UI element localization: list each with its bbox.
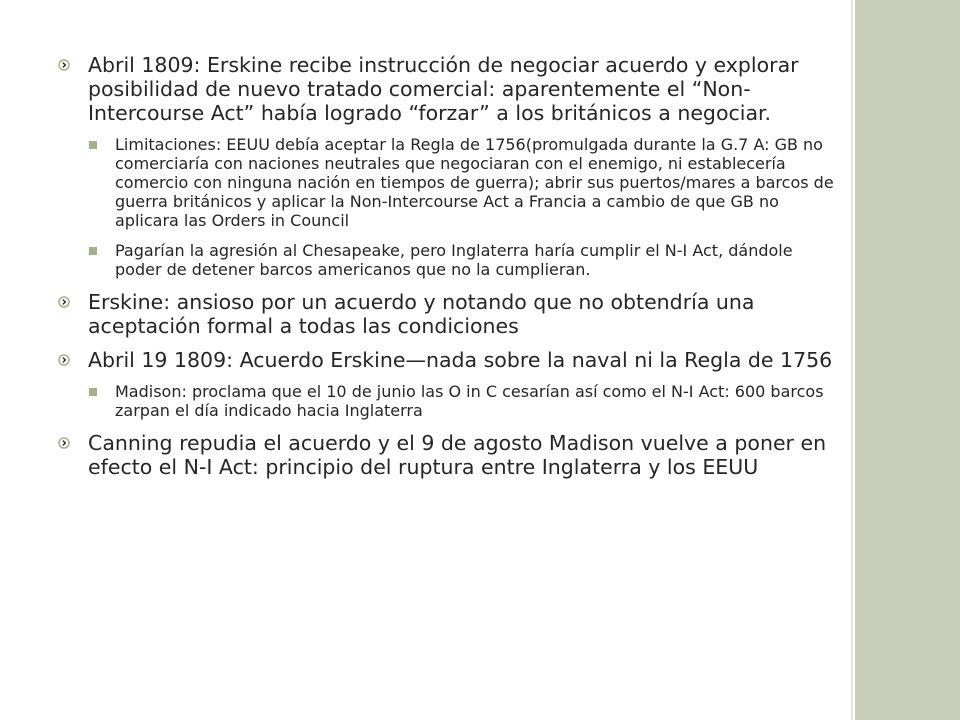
circle-arrow-bullet-icon <box>58 437 70 449</box>
bullet-text: Abril 19 1809: Acuerdo Erskine—nada sobre la naval ni la Regla de 1756 <box>88 348 833 372</box>
sub-bullet-item <box>58 382 838 420</box>
sub-bullet-text: Madison: proclama que el 10 de junio las O in C cesarían así como el N-I Act: 600 barcos zarpan el día indicado hacia Inglaterra <box>115 382 824 420</box>
bullet-text: Erskine: ansioso por un acuerdo y notando que no obtendría una aceptación formal a todas las condiciones <box>88 290 755 338</box>
bullet-text: Canning repudia el acuerdo y el 9 de agosto Madison vuelve a poner en efecto el N-I Act: principio del ruptura entre Inglaterra y los EEUU <box>88 431 827 479</box>
sub-list <box>58 382 838 420</box>
sub-bullet-item <box>58 241 838 279</box>
circle-arrow-bullet-icon <box>58 354 70 366</box>
sidebar-divider <box>851 0 853 720</box>
circle-arrow-bullet-icon <box>58 296 70 308</box>
slide-content <box>58 53 838 489</box>
bullet-item-3 <box>58 348 838 372</box>
square-bullet-icon <box>89 388 97 396</box>
bullet-item-1 <box>58 53 838 125</box>
bullet-item-4 <box>58 431 838 479</box>
decorative-sidebar <box>855 0 960 720</box>
square-bullet-icon <box>89 247 97 255</box>
circle-arrow-bullet-icon <box>58 59 70 71</box>
square-bullet-icon <box>89 141 97 149</box>
bullet-item-2 <box>58 290 838 338</box>
sub-bullet-text: Limitaciones: EEUU debía aceptar la Regla de 1756(promulgada durante la G.7 A: GB no comerciaría con naciones neutrales que negociaran con el enemigo, ni establecería comercio con ninguna nación en tiempos de guerra); abrir sus puertos/mares a barcos de guerra británicos y aplicar la Non-Intercourse Act a Francia a cambio de que GB no aplicara las Orders in Council <box>115 135 834 230</box>
sub-bullet-text: Pagarían la agresión al Chesapeake, pero Inglaterra haría cumplir el N-I Act, dándole poder de detener barcos americanos que no la cumplieran. <box>115 241 793 279</box>
sub-list <box>58 135 838 279</box>
sub-bullet-item <box>58 135 838 230</box>
bullet-text: Abril 1809: Erskine recibe instrucción de negociar acuerdo y explorar posibilidad de nuevo tratado comercial: aparentemente el “Non-Intercourse Act” había logrado “forzar” a los británicos a negociar. <box>88 53 799 125</box>
